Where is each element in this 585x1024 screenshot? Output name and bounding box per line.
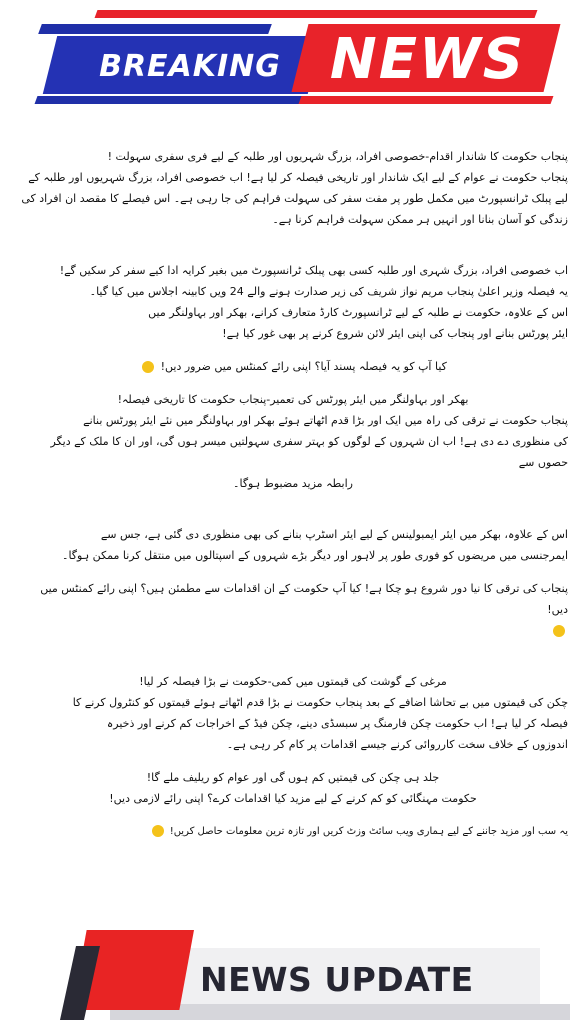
banner-blue-underline bbox=[35, 96, 328, 104]
banner-blue-stripe bbox=[38, 24, 272, 34]
news-update-text: NEWS UPDATE bbox=[200, 959, 474, 999]
headline-chicken: مرغی کے گوشت کی قیمتوں میں کمی-حکومت نے بڑا فیصلہ کر لیا! bbox=[139, 675, 447, 688]
text-line: رابطہ مزید مضبوط ہوگا۔ bbox=[233, 477, 353, 490]
article-paragraph-air-ambulance bbox=[18, 524, 568, 566]
text-line: زندگی کو آسان بنانا اور انہیں ہر ممکن سہولت فراہم کرنا ہے۔ bbox=[272, 213, 568, 226]
text-line: پنجاب حکومت نے ترقی کی راہ میں ایک اور بڑا قدم اٹھاتے ہوئے بھکر اور بہاولنگر میں نئے ایئر پورٹس بنانے bbox=[83, 414, 568, 427]
closing-line bbox=[18, 821, 568, 842]
pointing-hand-emoji-icon bbox=[152, 825, 164, 837]
pointing-hand-emoji-icon bbox=[142, 361, 154, 373]
question-feedback-2 bbox=[18, 578, 568, 641]
breaking-news-banner bbox=[0, 0, 585, 110]
text-line: حکومت مہنگائی کو کم کرنے کے لیے مزید کیا اقدامات کرے؟ اپنی رائے لازمی دیں! bbox=[109, 792, 477, 805]
text-line: کی منظوری دے دی ہے! اب ان شہروں کے لوگوں کو بہتر سفری سہولتیں میسر ہوں گی، اور ان کا ملک کے دیگر حصوں سے bbox=[50, 435, 568, 469]
text-line: کیا آپ کو یہ فیصلہ پسند آیا؟ اپنی رائے کمنٹس میں ضرور دیں! bbox=[160, 360, 447, 373]
headline-airports: بھکر اور بہاولنگر میں ایئر پورٹس کی تعمیر-پنجاب حکومت کا تاریخی فیصلہ! bbox=[117, 393, 469, 406]
text-line: پنجاب حکومت نے عوام کے لیے ایک شاندار اور تاریخی فیصلہ کر لیا ہے! اب خصوصی افراد، بزرگ شہریوں اور طلبہ کے bbox=[28, 171, 568, 184]
news-article bbox=[18, 146, 568, 854]
text-line: اس کے علاوہ، بھکر میں ایئر ایمبولینس کے لیے ایئر اسٹرپ بنانے کی بھی منظوری دی گئی ہے، جس سے bbox=[100, 528, 568, 541]
text-line: اس کے علاوہ، حکومت نے طلبہ کے لیے ٹرانسپورٹ کارڈ متعارف کرانے، بھکر اور بہاولنگر میں bbox=[148, 306, 568, 319]
text-line: اندوزوں کے خلاف سخت کارروائی کرنے جیسے اقدامات پر کام کر رہی ہے۔ bbox=[226, 738, 568, 751]
article-paragraph-free-travel bbox=[18, 260, 568, 344]
article-paragraph-chicken-prices bbox=[18, 671, 568, 755]
banner-red-underline bbox=[299, 96, 554, 104]
article-paragraph-airports bbox=[18, 389, 568, 494]
text-line: ایئر پورٹس بنانے اور پنجاب کی اپنی ایئر لائن شروع کرنے پر بھی غور کیا ہے! bbox=[222, 327, 568, 340]
banner-breaking-text: BREAKING bbox=[99, 48, 281, 84]
pointing-hand-emoji-icon bbox=[553, 625, 565, 637]
text-line: ایمرجنسی میں مریضوں کو فوری طور پر لاہور اور دیگر بڑے شہروں کے اسپتالوں میں منتقل کرنا ممکن ہوگا۔ bbox=[62, 549, 568, 562]
text-line: چکن کی قیمتوں میں بے تحاشا اضافے کے بعد پنجاب حکومت نے بڑا قدم اٹھاتے ہوئے قیمتوں کو کنٹرول کرنے کا bbox=[72, 696, 568, 709]
text-line: یہ سب اور مزید جاننے کے لیے ہماری ویب سائٹ وزٹ کریں اور تازہ ترین معلومات حاصل کریں! bbox=[169, 826, 568, 837]
question-feedback-1 bbox=[18, 356, 568, 377]
text-line: یہ فیصلہ وزیر اعلیٰ پنجاب مریم نواز شریف کی زیر صدارت ہونے والے 24 ویں کابینہ اجلاس میں کیا گیا۔ bbox=[89, 285, 568, 298]
text-line: جلد ہی چکن کی قیمتیں کم ہوں گی اور عوام کو ریلیف ملے گا! bbox=[146, 771, 440, 784]
banner-news-text: NEWS bbox=[329, 26, 526, 92]
text-line: لیے پبلک ٹرانسپورٹ میں مکمل طور پر مفت سفر کی سہولت فراہم کی جا رہی ہے۔ اس فیصلے کا مقصد ان افراد کی bbox=[21, 192, 568, 205]
text-line: پنجاب کی ترقی کا نیا دور شروع ہو چکا ہے! کیا آپ حکومت کے ان اقدامات سے مطمئن ہیں؟ اپنی رائے کمنٹس میں دیں! bbox=[40, 582, 568, 616]
banner-red-stripe bbox=[95, 10, 538, 18]
text-line: فیصلہ کر لیا ہے! اب حکومت چکن فارمنگ پر سبسڈی دینے، چکن فیڈ کے اخراجات کم کرنے اور ذخیرہ bbox=[106, 717, 568, 730]
news-update-banner bbox=[0, 930, 585, 1024]
article-paragraph-relief bbox=[18, 767, 568, 809]
text-line: اب خصوصی افراد، بزرگ شہری اور طلبہ کسی بھی پبلک ٹرانسپورٹ میں بغیر کرایہ ادا کیے سفر کر سکیں گے! bbox=[59, 264, 568, 277]
article-paragraph-transport bbox=[18, 146, 568, 230]
headline-transport: پنجاب حکومت کا شاندار اقدام-خصوصی افراد، بزرگ شہریوں اور طلبہ کے لیے فری سفری سہولت ! bbox=[107, 150, 568, 163]
